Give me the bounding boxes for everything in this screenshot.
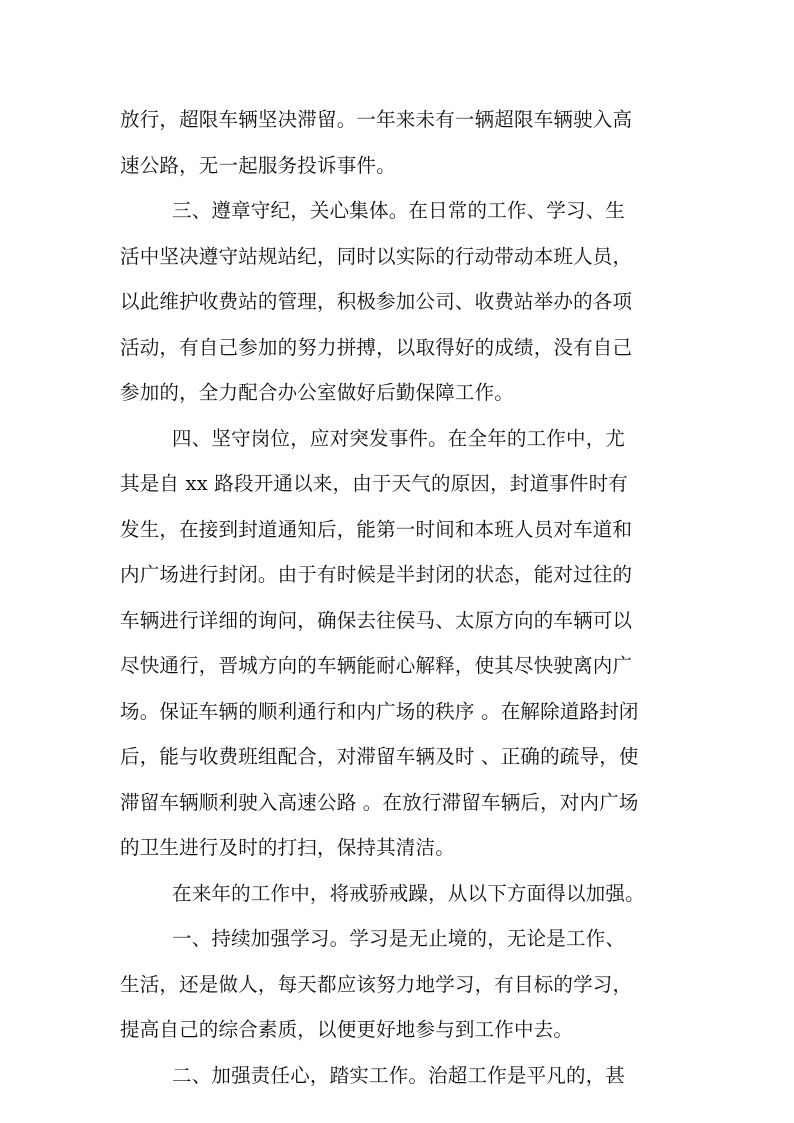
text-line: 以此维护收费站的管理，积极参加公司、收费站举办的各项 bbox=[120, 290, 633, 313]
text-line: 尽快通行，晋城方向的车辆能耐心解释，使其尽快驶离内广 bbox=[120, 654, 633, 677]
text-line: 发生，在接到封道通知后，能第一时间和本班人员对车道和 bbox=[120, 517, 633, 541]
paragraph-start-line: 四、坚守岗位，应对突发事件。在全年的工作中，尤 bbox=[172, 426, 626, 450]
text-line: 车辆进行详细的询问，确保去往侯马、太原方向的车辆可以 bbox=[120, 608, 633, 632]
paragraph-start-line: 二、加强责任心，踏实工作。治超工作是平凡的，甚 bbox=[172, 1063, 626, 1087]
text-line: 提高自己的综合素质，以便更好地参与到工作中去。 bbox=[120, 1018, 574, 1041]
text-line: 活中坚决遵守站规站纪，同时以实际的行动带动本班人员， bbox=[120, 244, 633, 268]
text-line: 放行，超限车辆坚决滞留。一年来未有一辆超限车辆驶入高 bbox=[120, 108, 633, 131]
text-line: 速公路，无一起服务投诉事件。 bbox=[120, 153, 396, 177]
paragraph-start-line: 一、持续加强学习。学习是无止境的，无论是工作、 bbox=[172, 927, 626, 950]
text-line: 滞留车辆顺利驶入高速公路 。在放行滞留车辆后，对内广场 bbox=[120, 790, 639, 814]
text-line: 的卫生进行及时的打扫，保持其清洁。 bbox=[120, 836, 455, 859]
text-line: 参加的，全力配合办公室做好后勤保障工作。 bbox=[120, 381, 515, 404]
text-line: 内广场进行封闭。由于有时候是半封闭的状态，能对过往的 bbox=[120, 563, 633, 586]
paragraph-start-line: 在来年的工作中，将戒骄戒躁，从以下方面得以加强。 bbox=[172, 881, 645, 905]
document-body bbox=[120, 97, 680, 1098]
text-line: 场。保证车辆的顺利通行和内广场的秩序 。在解除道路封闭 bbox=[120, 699, 639, 723]
text-line: 其是自 xx 路段开通以来，由于天气的原因，封道事件时有 bbox=[120, 472, 628, 495]
text-line: 生活，还是做人，每天都应该努力地学习，有目标的学习， bbox=[120, 972, 633, 996]
text-line: 活动，有自己参加的努力拼搏，以取得好的成绩，没有自己 bbox=[120, 335, 633, 359]
paragraph-start-line: 三、遵章守纪，关心集体。在日常的工作、学习、生 bbox=[172, 199, 626, 222]
text-line: 后，能与收费班组配合，对滞留车辆及时 、正确的疏导，使 bbox=[120, 745, 639, 768]
